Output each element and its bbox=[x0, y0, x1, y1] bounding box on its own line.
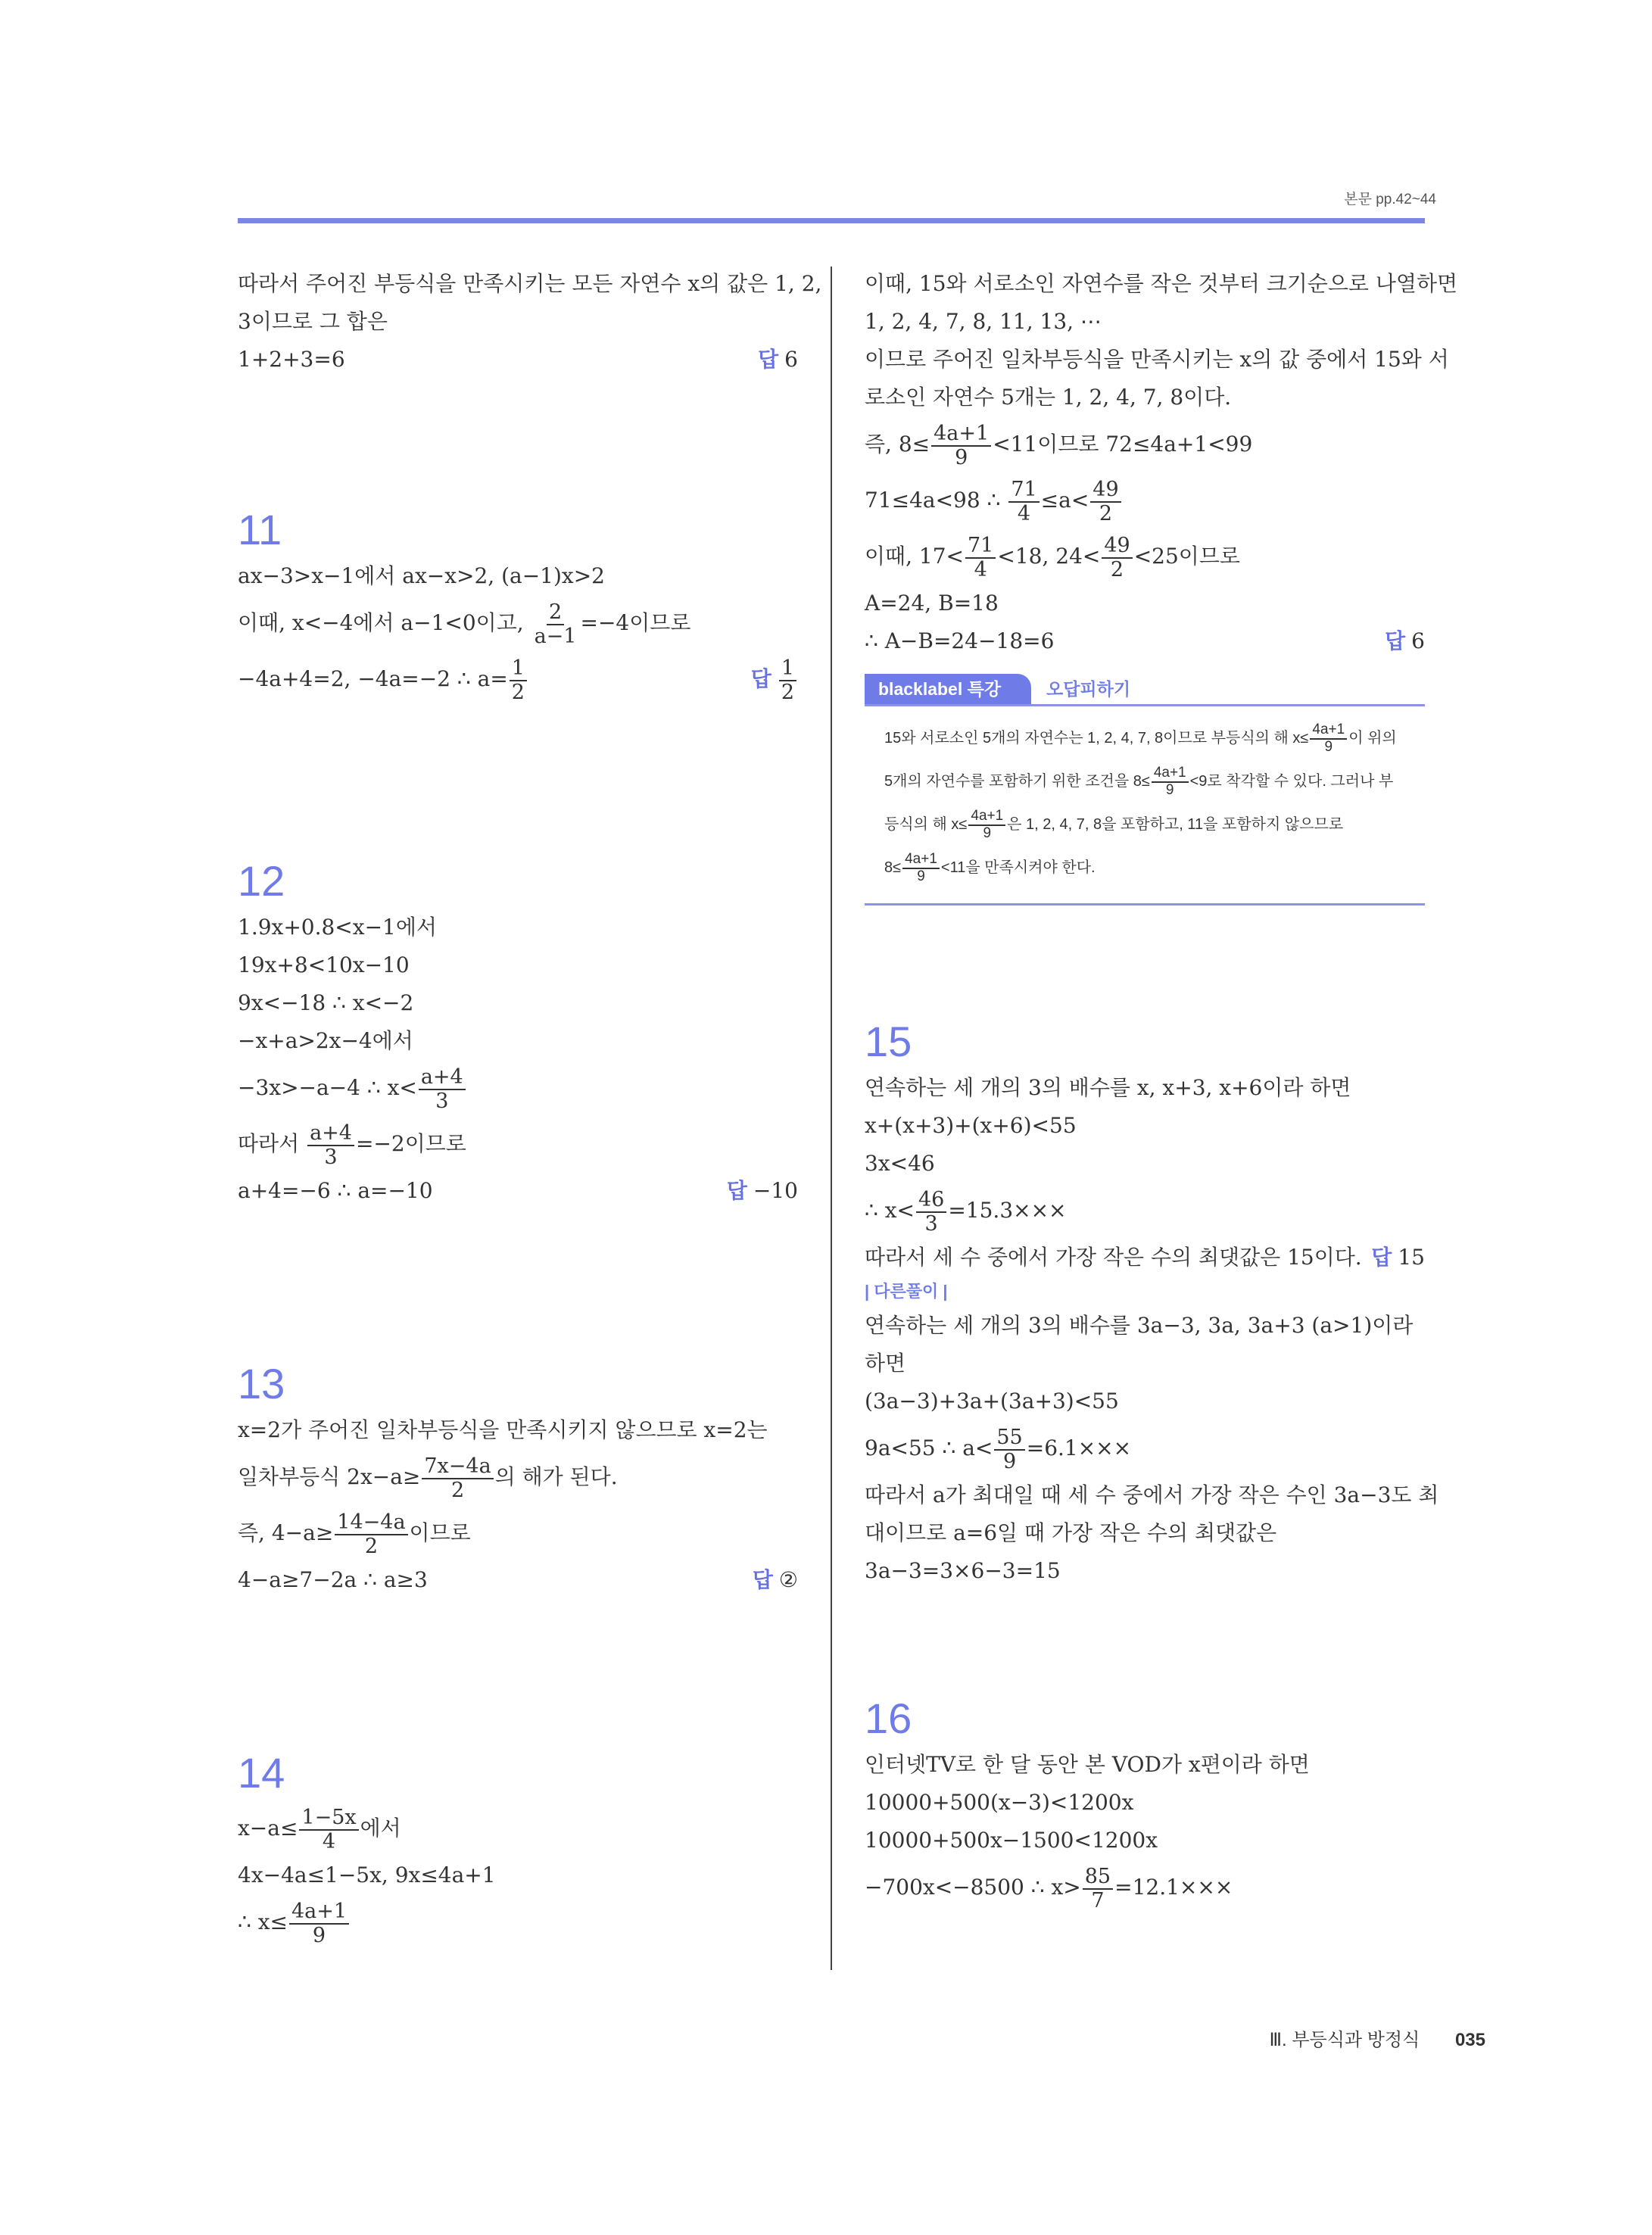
numerator: 14−4a bbox=[335, 1511, 407, 1535]
numerator: 55 bbox=[994, 1426, 1024, 1451]
text: <18, 24< bbox=[997, 544, 1101, 569]
denominator: 9 bbox=[917, 868, 925, 884]
text-line: 연속하는 세 개의 3의 배수를 x, x+3, x+6이라 하면 bbox=[865, 1075, 1351, 1100]
numerator: a+4 bbox=[419, 1066, 466, 1090]
text-line bbox=[865, 1859, 1425, 1915]
problem-11 bbox=[238, 507, 798, 707]
text-line: 로소인 자연수 5개는 1, 2, 4, 7, 8이다. bbox=[865, 385, 1232, 410]
problem-number: 11 bbox=[238, 506, 282, 553]
tip-tab-mistake: 오답피하기 bbox=[1046, 679, 1131, 699]
numerator: 7x−4a bbox=[422, 1455, 493, 1479]
text-line: 4x−4a≤1−5x, 9x≤4a+1 bbox=[238, 1862, 496, 1887]
tip-tab-blacklabel: blacklabel 특강 bbox=[865, 674, 1031, 704]
text-line bbox=[238, 1800, 798, 1856]
fraction bbox=[1102, 535, 1132, 581]
numerator: a+4 bbox=[307, 1122, 354, 1146]
text-line: 인터넷TV로 한 달 동안 본 VOD가 x편이라 하면 bbox=[865, 1752, 1310, 1777]
denominator: 9 bbox=[1324, 738, 1333, 755]
denominator: 3 bbox=[924, 1211, 938, 1236]
text: 이때, 17< bbox=[865, 544, 964, 569]
numerator: 2 bbox=[547, 601, 564, 625]
fraction bbox=[422, 1455, 493, 1501]
text-line: 이므로 주어진 일차부등식을 만족시키는 x의 값 중에서 15와 서 bbox=[865, 347, 1449, 372]
text-line: 연속하는 세 개의 3의 배수를 3a−3, 3a, 3a+3 (a>1)이라 bbox=[865, 1313, 1414, 1338]
text: −3x>−a−4 ∴ x< bbox=[238, 1075, 417, 1100]
numerator: 4a+1 bbox=[1152, 765, 1189, 783]
text-line bbox=[865, 1239, 1425, 1276]
answer-label: 답 bbox=[758, 348, 779, 371]
tip-line bbox=[884, 846, 1425, 890]
page-reference: 본문 pp.42~44 bbox=[1344, 192, 1436, 207]
text: 등식의 해 x≤ bbox=[884, 816, 968, 833]
text: 8≤ bbox=[884, 859, 902, 876]
text: =−2이므로 bbox=[355, 1131, 466, 1156]
problem-16 bbox=[865, 1696, 1425, 1915]
text-line: 따라서 주어진 부등식을 만족시키는 모든 자연수 x의 값은 1, 2, bbox=[238, 271, 822, 296]
right-column bbox=[865, 265, 1458, 1915]
text-line bbox=[238, 595, 798, 651]
text: =−4이므로 bbox=[580, 610, 691, 635]
text: 이 위의 bbox=[1348, 730, 1397, 747]
fraction bbox=[532, 601, 579, 647]
tip-line bbox=[884, 717, 1425, 760]
fraction bbox=[931, 422, 991, 469]
header-rule bbox=[238, 218, 1425, 223]
equation: ∴ A−B=24−18=6 bbox=[865, 628, 1055, 653]
fraction bbox=[419, 1066, 466, 1112]
fraction bbox=[902, 852, 940, 885]
numerator: 1 bbox=[510, 657, 527, 681]
problem-number: 12 bbox=[238, 857, 285, 905]
answer bbox=[1385, 622, 1425, 660]
problem-15 bbox=[865, 1018, 1439, 1590]
text-line: 하면 bbox=[865, 1351, 906, 1376]
text-line: 따라서 a가 최대일 때 세 수 중에서 가장 작은 수인 3a−3도 최 bbox=[865, 1482, 1439, 1507]
numerator: 46 bbox=[916, 1189, 946, 1213]
denominator: 9 bbox=[312, 1923, 326, 1947]
text-line bbox=[238, 1060, 798, 1116]
text-line bbox=[238, 1449, 798, 1505]
text-line: A=24, B=18 bbox=[865, 591, 999, 616]
text-line: x=2가 주어진 일차부등식을 만족시키지 않으므로 x=2는 bbox=[238, 1417, 768, 1442]
fraction bbox=[510, 657, 527, 703]
denominator: 4 bbox=[1017, 501, 1031, 525]
text-line: 1, 2, 4, 7, 8, 11, 13, ⋯ bbox=[865, 309, 1102, 334]
text-line bbox=[865, 1183, 1425, 1239]
text: 이때, x<−4에서 a−1<0이고, bbox=[238, 610, 524, 635]
text-line: 3a−3=3×6−3=15 bbox=[865, 1558, 1061, 1583]
denominator: 7 bbox=[1091, 1888, 1105, 1912]
text: 에서 bbox=[360, 1816, 401, 1841]
text-line: 19x+8<10x−10 bbox=[238, 952, 410, 977]
fraction bbox=[335, 1511, 407, 1557]
text: 은 1, 2, 4, 7, 8을 포함하고, 11을 포함하지 않으므로 bbox=[1007, 816, 1344, 833]
text: x−a≤ bbox=[238, 1816, 298, 1841]
tip-body bbox=[865, 706, 1425, 890]
text: 9a<55 ∴ a< bbox=[865, 1435, 993, 1460]
answer bbox=[753, 1561, 798, 1599]
denominator: 2 bbox=[1099, 501, 1113, 525]
denominator: 2 bbox=[781, 680, 794, 704]
text: <11이므로 72≤4a+1<99 bbox=[993, 432, 1253, 457]
answer bbox=[1371, 1239, 1425, 1276]
text: ∴ x< bbox=[865, 1198, 915, 1223]
answer-label: 답 bbox=[1385, 629, 1406, 653]
answer-label: 답 bbox=[1371, 1245, 1392, 1269]
text: 따라서 세 수 중에서 가장 작은 수의 최댓값은 15이다. bbox=[865, 1245, 1362, 1270]
text-line bbox=[865, 416, 1425, 472]
text-line bbox=[238, 1561, 798, 1599]
denominator: 2 bbox=[511, 680, 525, 704]
problem-number: 13 bbox=[238, 1360, 285, 1407]
answer bbox=[727, 1172, 798, 1210]
denominator: 4 bbox=[322, 1829, 336, 1853]
text: −4a+4=2, −4a=−2 ∴ a= bbox=[238, 666, 508, 691]
numerator: 1 bbox=[779, 657, 796, 681]
text-line: 이때, 15와 서로소인 자연수를 작은 것부터 크기순으로 나열하면 bbox=[865, 271, 1458, 296]
numerator: 4a+1 bbox=[931, 422, 991, 447]
equation: 4−a≥7−2a ∴ a≥3 bbox=[238, 1567, 428, 1592]
numerator: 49 bbox=[1090, 478, 1121, 503]
answer-value: 15 bbox=[1398, 1245, 1425, 1270]
text-line bbox=[238, 1116, 798, 1172]
fraction bbox=[968, 809, 1005, 842]
numerator: 49 bbox=[1102, 535, 1132, 559]
text: 의 해가 된다. bbox=[494, 1464, 618, 1489]
text: ∴ x≤ bbox=[238, 1909, 288, 1934]
fraction bbox=[1083, 1866, 1113, 1912]
denominator: a−1 bbox=[534, 624, 577, 648]
fraction bbox=[307, 1122, 354, 1168]
tip-line bbox=[884, 760, 1425, 803]
denominator: 3 bbox=[435, 1089, 449, 1113]
tip-tabs bbox=[865, 674, 1425, 704]
text: 일차부등식 2x−a≥ bbox=[238, 1464, 421, 1489]
text-line: 9x<−18 ∴ x<−2 bbox=[238, 990, 414, 1015]
text: −700x<−8500 ∴ x> bbox=[865, 1875, 1081, 1900]
answer-value: −10 bbox=[753, 1178, 798, 1203]
answer bbox=[758, 341, 798, 379]
numerator: 85 bbox=[1083, 1866, 1113, 1890]
numerator: 4a+1 bbox=[902, 852, 940, 869]
equation: a+4=−6 ∴ a=−10 bbox=[238, 1178, 433, 1203]
fraction bbox=[1152, 765, 1189, 799]
fraction bbox=[289, 1900, 349, 1947]
chapter-title: Ⅲ. 부등식과 방정식 bbox=[1269, 2030, 1420, 2050]
equation: 1+2+3=6 bbox=[238, 347, 345, 372]
denominator: 9 bbox=[955, 445, 968, 469]
fraction bbox=[299, 1806, 358, 1853]
left-column bbox=[238, 265, 822, 1950]
alternative-solution-label: | 다른풀이 | bbox=[865, 1282, 948, 1301]
denominator: 3 bbox=[324, 1145, 338, 1169]
denominator: 9 bbox=[1165, 781, 1174, 798]
denominator: 2 bbox=[450, 1478, 465, 1502]
text-line: 1.9x+0.8<x−1에서 bbox=[238, 915, 437, 940]
fraction bbox=[965, 535, 996, 581]
text: ≤a< bbox=[1040, 488, 1089, 513]
text-line: 10000+500x−1500<1200x bbox=[865, 1828, 1158, 1853]
numerator: 4a+1 bbox=[1310, 722, 1347, 740]
problem-number: 16 bbox=[865, 1694, 912, 1742]
answer-value: ② bbox=[778, 1567, 798, 1592]
text-line: 3이므로 그 합은 bbox=[238, 309, 388, 334]
text: 따라서 bbox=[238, 1131, 300, 1156]
column-divider bbox=[831, 267, 832, 1970]
answer bbox=[751, 651, 798, 707]
text: <11을 만족시켜야 한다. bbox=[940, 859, 1096, 876]
text-line: (3a−3)+3a+(3a+3)<55 bbox=[865, 1389, 1119, 1414]
text: 이므로 bbox=[409, 1520, 471, 1545]
denominator: 2 bbox=[364, 1534, 378, 1558]
fraction bbox=[1090, 478, 1121, 525]
text: =12.1××× bbox=[1114, 1875, 1233, 1900]
text: 5개의 자연수를 포함하기 위한 조건을 8≤ bbox=[884, 773, 1150, 790]
page-number: 035 bbox=[1454, 2030, 1485, 2050]
text-line: x+(x+3)+(x+6)<55 bbox=[865, 1113, 1077, 1138]
answer-label: 답 bbox=[750, 667, 771, 690]
tip-line bbox=[884, 803, 1425, 846]
fraction bbox=[1008, 478, 1039, 525]
problem-number: 15 bbox=[865, 1018, 912, 1065]
denominator: 2 bbox=[1110, 557, 1124, 581]
text: <9로 착각할 수 있다. 그러나 부 bbox=[1189, 773, 1394, 790]
answer-value: 6 bbox=[1411, 628, 1425, 653]
text-line: 3x<46 bbox=[865, 1151, 935, 1176]
text: 즉, 4−a≥ bbox=[238, 1520, 334, 1545]
answer-label: 답 bbox=[752, 1568, 773, 1591]
text: 15와 서로소인 5개의 자연수는 1, 2, 4, 7, 8이므로 부등식의 해 x≤ bbox=[884, 730, 1309, 747]
intro-solution bbox=[238, 265, 822, 379]
text-line: 10000+500(x−3)<1200x bbox=[865, 1790, 1134, 1815]
answer-value: 6 bbox=[784, 347, 798, 372]
fraction bbox=[916, 1189, 946, 1235]
problem-14-continued bbox=[865, 265, 1458, 660]
text: 71≤4a<98 ∴ bbox=[865, 488, 1001, 513]
fraction bbox=[1310, 722, 1347, 756]
numerator: 4a+1 bbox=[289, 1900, 349, 1925]
numerator: 71 bbox=[1008, 478, 1039, 503]
page-footer bbox=[1269, 2025, 1485, 2051]
text: 즉, 8≤ bbox=[865, 432, 930, 457]
denominator: 9 bbox=[983, 824, 992, 841]
text: <25이므로 bbox=[1133, 544, 1240, 569]
denominator: 4 bbox=[974, 557, 987, 581]
fraction bbox=[779, 657, 796, 703]
problem-13 bbox=[238, 1361, 798, 1599]
text-line bbox=[238, 1172, 798, 1210]
text-line bbox=[865, 622, 1425, 660]
problem-14 bbox=[238, 1750, 798, 1950]
text-line bbox=[238, 1894, 798, 1950]
answer-label: 답 bbox=[726, 1179, 747, 1202]
text-line: −x+a>2x−4에서 bbox=[238, 1028, 413, 1053]
text-line: 대이므로 a=6일 때 가장 작은 수의 최댓값은 bbox=[865, 1520, 1277, 1545]
text-line: ax−3>x−1에서 ax−x>2, (a−1)x>2 bbox=[238, 563, 605, 588]
text-line bbox=[238, 651, 798, 707]
fraction bbox=[994, 1426, 1024, 1473]
text-line bbox=[865, 472, 1425, 528]
text-line bbox=[238, 341, 798, 379]
text-line bbox=[865, 528, 1425, 584]
text-line bbox=[865, 1420, 1425, 1476]
denominator: 9 bbox=[1002, 1449, 1017, 1473]
tip-box bbox=[865, 674, 1425, 906]
text: =15.3××× bbox=[948, 1198, 1067, 1223]
text-line bbox=[238, 1505, 798, 1561]
text: =6.1××× bbox=[1026, 1435, 1132, 1460]
numerator: 4a+1 bbox=[968, 809, 1005, 826]
problem-12 bbox=[238, 859, 798, 1210]
problem-number: 14 bbox=[238, 1749, 285, 1797]
numerator: 71 bbox=[965, 535, 996, 559]
numerator: 1−5x bbox=[299, 1806, 358, 1831]
